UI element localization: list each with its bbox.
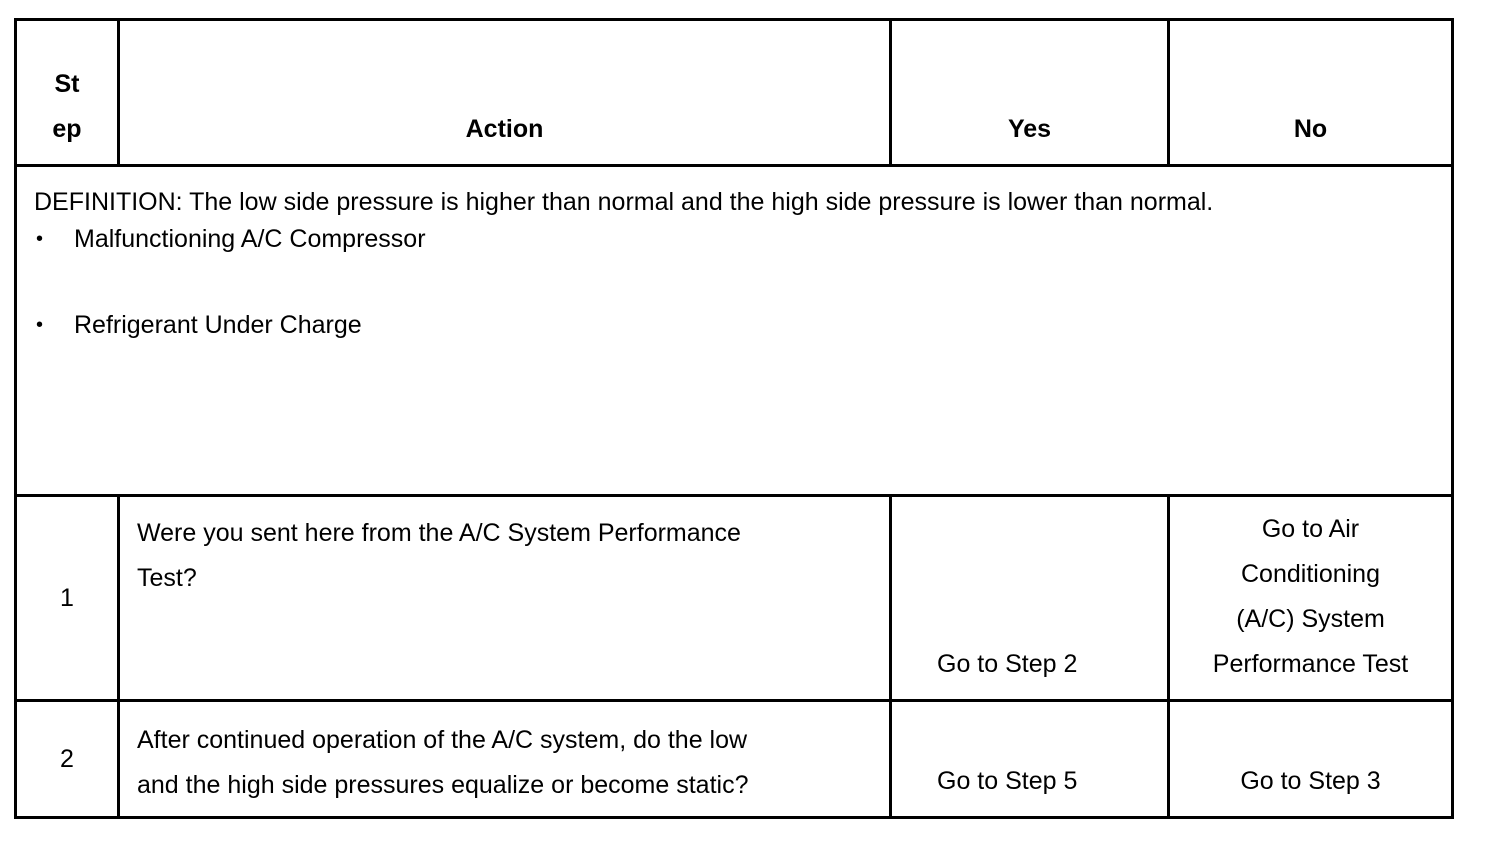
no-result-line: Performance Test [1212,650,1409,678]
step-column-header [16,20,119,166]
step-row [16,496,1453,701]
step-yes-result: Go to Step 5 [891,701,1169,818]
no-result-line: Go to Step 3 [1240,767,1381,795]
step-action [119,701,891,818]
step-no-result [1169,701,1453,818]
action-column-header: Action [119,20,891,166]
step-action [119,496,891,701]
no-result-line: Go to Air [1261,515,1360,543]
action-line: Were you sent here from the A/C System Performance [137,519,741,547]
header-row [16,20,1453,166]
step-header-line-2: ep [52,115,82,143]
action-line: and the high side pressures equalize or become static? [137,771,749,799]
step-header-line-1: St [54,70,80,98]
cause-text: Refrigerant Under Charge [74,311,362,339]
cause-item [34,220,1451,258]
definition-text: DEFINITION: The low side pressure is higher than normal and the high side pressure is lower than normal. [34,188,1214,216]
yes-column-header: Yes [891,20,1169,166]
cause-item [34,306,1451,344]
step-no-result [1169,496,1453,701]
no-column-header: No [1169,20,1453,166]
bullet-icon: • [36,228,44,250]
no-result-line: Conditioning [1241,560,1380,588]
step-row [16,701,1453,818]
definition-row [16,166,1453,496]
cause-list [34,220,1451,344]
action-line: Test? [137,564,197,592]
definition-cell [16,166,1453,496]
step-number: 2 [16,701,119,818]
no-result-line: (A/C) System [1236,605,1385,633]
action-line: After continued operation of the A/C system, do the low [137,726,748,754]
cause-text: Malfunctioning A/C Compressor [74,225,426,253]
step-yes-result: Go to Step 2 [891,496,1169,701]
diagnostic-table [14,18,1454,819]
step-number: 1 [16,496,119,701]
bullet-icon: • [36,314,44,336]
